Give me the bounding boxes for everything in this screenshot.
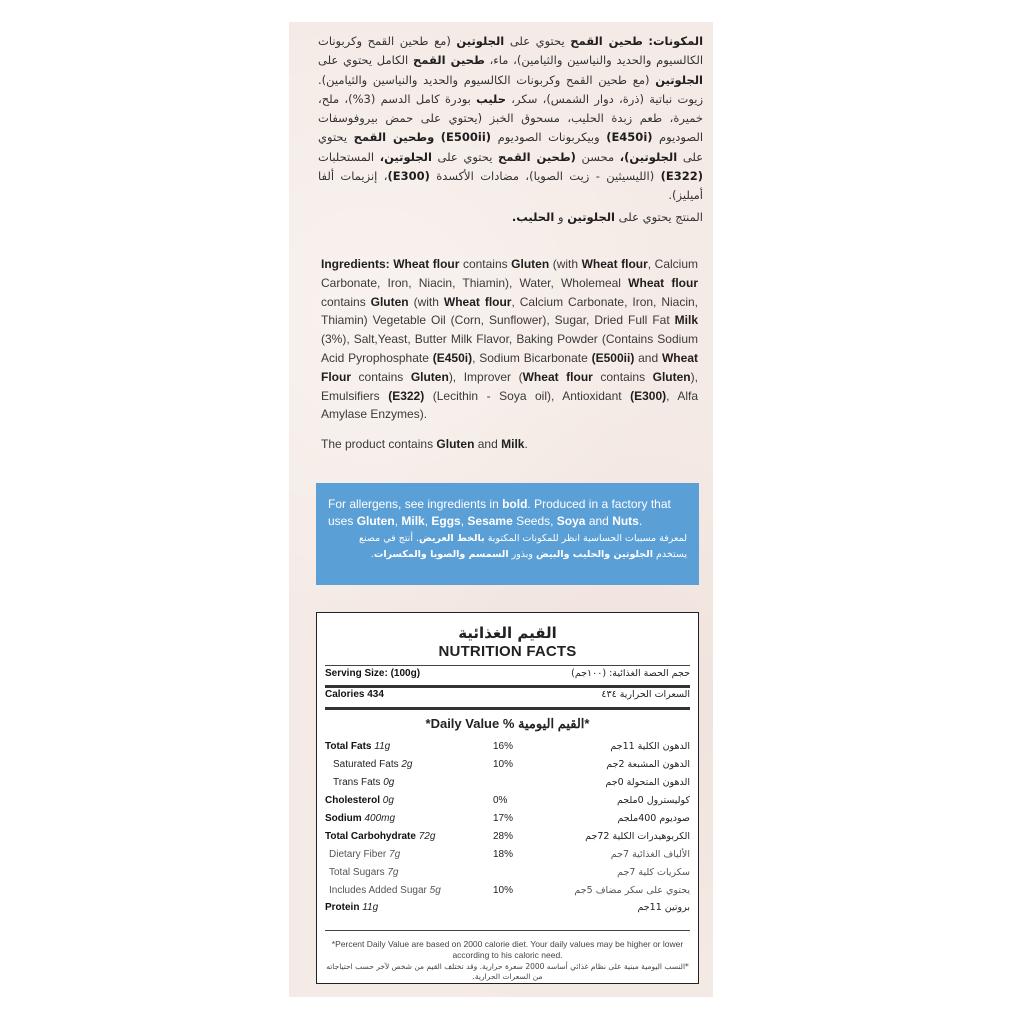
nutrient-name: Protein	[325, 902, 360, 913]
en-bold: Wheat flour	[581, 257, 648, 271]
al-bold: Gluten	[356, 514, 395, 528]
ar-bold: الجلوتين	[655, 72, 704, 87]
nutrition-title-english: NUTRITION FACTS	[438, 643, 577, 660]
al-text: . Produced in a factory that uses	[328, 497, 671, 528]
english-ingredients-text	[321, 255, 698, 424]
en-text: (3%), Salt,Yeast, Butter Milk Flavor, Baking Powder (Contains Sodium Acid Pyrophosphate	[321, 332, 698, 365]
calories-en	[325, 689, 384, 700]
en-text: ), Emulsifiers	[321, 369, 698, 403]
ar-bold: وطحين القمح	[353, 130, 435, 145]
ar-text: المنتج يحتوي على	[618, 209, 703, 224]
en-bold: Wheat flour	[443, 294, 512, 309]
en-text: and	[474, 437, 502, 452]
al-text: For allergens, see ingredients in	[328, 497, 503, 511]
nutrient-percent: 10%	[493, 885, 514, 896]
arabic-ingredients-label: المكونات:	[648, 34, 704, 48]
nutrient-name: Saturated Fats	[333, 759, 399, 770]
en-text: , Calcium Carbonate, Iron, Niacin, Thiamin) Vegetable Oil (Corn, Sunflower), Sugar, Dried Full Fat	[321, 294, 698, 328]
al-bold: السمسم والصويا والمكسرات	[373, 549, 509, 560]
nutrient-amount: 5g	[429, 885, 441, 896]
calories-label: Calories 434	[325, 689, 384, 700]
nutrient-name: Total Sugars	[329, 867, 385, 878]
al-text: . أنتج في مصنع يستخدم	[358, 533, 687, 560]
en-bold: (E500ii)	[591, 350, 635, 365]
ar-bold: الجلوتين)،	[619, 149, 678, 164]
nutrient-name-en	[325, 831, 435, 842]
en-bold: Wheat Flour	[321, 350, 698, 384]
nutrient-row	[325, 795, 690, 811]
nutrient-amount: 7g	[387, 867, 399, 878]
en-text: , Alfa Amylase Enzymes).	[321, 388, 698, 422]
nutrient-name-en	[325, 813, 395, 824]
al-text: ,	[394, 514, 402, 528]
en-bold: Gluten	[436, 437, 475, 452]
arabic-ingredients	[318, 32, 703, 227]
nutrition-title-arabic: القيم الغذائية	[458, 624, 557, 642]
nutrient-amount: 0g	[382, 795, 394, 806]
en-bold: Milk	[501, 437, 525, 452]
daily-value-header: *Daily Value % القيم اليومية*	[425, 716, 590, 731]
en-text: , Sodium Bicarbonate	[472, 350, 592, 365]
en-text: (with	[549, 257, 582, 271]
nutrient-amount: 11g	[362, 902, 379, 913]
al-text: and	[585, 514, 613, 528]
nutrient-percent: 17%	[493, 813, 514, 824]
footnote-english: *Percent Daily Value are based on 2000 calorie diet. Your daily values may be higher or lower according to his caloric need.	[331, 939, 684, 960]
nutrient-row	[325, 777, 690, 793]
nutrient-amount: 2g	[401, 759, 413, 770]
nutrient-amount: 400mg	[364, 813, 396, 824]
nutrient-amount: 7g	[389, 849, 401, 860]
en-bold: Gluten	[511, 257, 550, 271]
nutrient-name: Total Carbohydrate	[325, 831, 416, 842]
al-bold: Soya	[556, 514, 586, 528]
nutrient-row	[325, 885, 690, 901]
ar-text: يحتوي على	[437, 149, 493, 164]
nutrient-percent: 16%	[493, 741, 514, 752]
en-text: contains	[351, 369, 411, 384]
en-bold: Gluten	[652, 369, 691, 384]
nutrient-name-ar: يحتوي على سكر مضاف 5جم	[574, 885, 690, 896]
en-text: .	[524, 437, 528, 452]
en-bold: (E300)	[630, 388, 667, 403]
ar-text: بودرة كامل الدسم (3%)، ملح، خميرة، طعم زبدة الحليب، مسحوق الخبز (يحتوي على حمض بيروفوسفات الصوديوم	[318, 91, 704, 145]
calories-ar: السعرات الحرارية ٤٣٤	[601, 689, 690, 700]
al-text: .	[638, 514, 643, 528]
al-text: Seeds,	[512, 514, 557, 528]
en-text: contains	[321, 294, 371, 309]
al-text: ,	[460, 514, 468, 528]
al-bold: الجلوتين والحليب والبيض	[536, 549, 653, 560]
divider	[325, 665, 690, 666]
nutrient-name: Cholesterol	[325, 795, 381, 806]
nutrient-name: Sodium	[325, 813, 362, 824]
serving-size-en	[325, 668, 420, 679]
al-bold: Milk	[401, 514, 425, 528]
nutrient-name-en	[325, 902, 378, 913]
ar-bold: (E500ii)	[440, 130, 492, 145]
serving-size-label: Serving Size: (100g)	[325, 668, 421, 679]
nutrient-name-en	[325, 867, 399, 878]
en-text: contains	[592, 369, 653, 384]
nutrient-row	[325, 902, 690, 918]
ar-text: يحتوي على	[509, 34, 565, 48]
nutrient-percent: 0%	[493, 795, 508, 806]
nutrient-name-en	[325, 795, 394, 806]
al-bold: Sesame	[467, 514, 513, 528]
en-text: ), Improver (	[448, 369, 523, 384]
en-bold: (E322)	[388, 388, 425, 403]
nutrient-name-ar: الدهون المتحولة 0جم	[605, 777, 690, 788]
allergen-notice-arabic	[328, 531, 687, 563]
en-bold: Gluten	[370, 294, 409, 309]
nutrient-row	[325, 813, 690, 829]
nutrient-name-ar: الدهون المشبعة 2جم	[606, 759, 690, 770]
ar-bold: الحليب.	[511, 209, 555, 224]
divider	[325, 930, 690, 931]
nutrient-name-ar: صوديوم 400ملجم	[617, 813, 690, 824]
ar-text: ، إنزيمات ألفا أميليز).	[318, 169, 703, 203]
nutrient-name-ar: الكربوهيدرات الكلية 72جم	[585, 831, 690, 842]
en-bold: Gluten	[410, 369, 449, 384]
allergen-notice	[316, 483, 699, 585]
ar-text: (مع طحين القمح وكربونات الكالسيوم والحديد والنياسين والثيامين). زيوت نباتية (ذرة، دوار الشمس)، سكر،	[318, 72, 704, 106]
ar-bold: (E322)	[660, 169, 703, 184]
al-text: .	[370, 549, 374, 560]
arabic-contains-statement	[318, 208, 703, 227]
nutrient-percent: 28%	[493, 831, 514, 842]
ar-bold: (E450i)	[606, 130, 653, 145]
nutrient-percent: 10%	[493, 759, 514, 770]
nutrient-row	[325, 849, 690, 865]
en-text: contains	[459, 257, 512, 271]
en-bold: Wheat flour	[628, 275, 698, 290]
nutrition-facts-table	[316, 612, 699, 984]
ar-bold: (E300)	[387, 169, 430, 184]
al-bold: Nuts	[612, 514, 639, 528]
nutrient-row	[325, 741, 690, 757]
nutrient-row	[325, 867, 690, 883]
nutrient-name-ar: بروتين 11جم	[637, 902, 690, 913]
nutrient-name-ar: كوليسترول 0ملجم	[616, 795, 690, 806]
nutrient-row	[325, 831, 690, 847]
footnote-arabic: *النسب اليومية مبنية على نظام غذائي أساسه 2000 سعرة حرارية. وقد تختلف القيم من شخص لآخر حسب احتياجاته من السعرات الحرارية.	[326, 962, 689, 981]
al-bold: بالخط العريض	[419, 533, 485, 544]
nutrient-name-en	[325, 849, 400, 860]
ar-bold: طحين القمح	[570, 34, 643, 48]
allergen-notice-english	[328, 496, 687, 530]
nutrient-name-en	[325, 777, 394, 788]
nutrient-amount: 0g	[383, 777, 395, 788]
nutrient-name-ar: سكريات كلية 7جم	[617, 867, 690, 878]
ar-bold: حليب	[476, 91, 507, 106]
en-text: , Calcium Carbonate, Iron, Niacin, Thiamin), Water, Wholemeal	[321, 257, 698, 290]
ar-text: محسن	[581, 149, 615, 164]
ar-bold: طحين القمح	[413, 53, 485, 68]
ar-bold: الجلوتين،	[379, 149, 432, 164]
en-bold: Wheat flour	[522, 369, 593, 384]
al-text: ,	[424, 514, 432, 528]
al-text: وبذور	[508, 549, 537, 560]
serving-size-ar: حجم الحصة الغذائية: (١٠٠جم)	[571, 668, 690, 679]
nutrient-name: Includes Added Sugar	[329, 885, 427, 896]
ar-bold: الجلوتين	[567, 209, 616, 224]
nutrient-name: Trans Fats	[333, 777, 381, 788]
calories-row	[325, 689, 690, 705]
en-text: and	[634, 350, 662, 365]
ar-text: يحتوي على	[318, 130, 704, 164]
ar-text: الكامل يحتوي على	[318, 53, 409, 68]
ingredients-label: Ingredients:	[321, 257, 390, 271]
nutrient-name-en	[325, 741, 390, 752]
ar-text: و	[557, 209, 564, 224]
english-contains-statement	[321, 435, 698, 454]
nutrient-amount: 11g	[374, 741, 391, 752]
arabic-ingredients-text	[318, 32, 703, 206]
en-text: The product contains	[321, 437, 437, 452]
ar-text: (مع طحين القمح وكربونات الكالسيوم والحديد والنياسين والثيامين)، ماء،	[318, 34, 704, 68]
al-bold: Eggs	[431, 514, 461, 528]
nutrient-name-en	[325, 759, 413, 770]
ar-text: المستحلبات	[318, 149, 375, 164]
en-bold: Wheat flour	[393, 257, 460, 271]
ar-text: (الليسيثين - زيت الصويا)، مضادات الأكسدة	[436, 169, 655, 184]
nutrient-name: Dietary Fiber	[329, 849, 387, 860]
al-text: لمعرفة مسببات الحساسية انظر للمكونات المكتوبة	[484, 533, 687, 544]
nutrient-name-en	[325, 885, 441, 896]
en-bold: Milk	[674, 313, 698, 328]
english-ingredients	[321, 255, 698, 454]
nutrient-row	[325, 759, 690, 775]
serving-size-row	[325, 668, 690, 684]
al-bold: bold	[502, 497, 528, 511]
en-bold: (E450i)	[432, 350, 473, 365]
en-text: (Lecithin - Soya oil), Antioxidant	[424, 388, 631, 403]
divider-thick	[325, 707, 690, 710]
nutrient-name-ar: الألياف الغذائية 7جم	[610, 849, 690, 860]
ar-bold: (طحين القمح	[498, 149, 576, 164]
nutrient-amount: 72g	[418, 831, 436, 842]
ar-bold: الجلوتين	[456, 34, 505, 48]
ar-text: وبيكربونات الصوديوم	[497, 130, 600, 145]
divider-thick	[325, 685, 690, 688]
en-text: (with	[408, 294, 444, 309]
nutrient-name-ar: الدهون الكلية 11جم	[610, 741, 690, 752]
nutrient-name: Total Fats	[325, 741, 372, 752]
nutrient-percent: 18%	[493, 849, 514, 860]
